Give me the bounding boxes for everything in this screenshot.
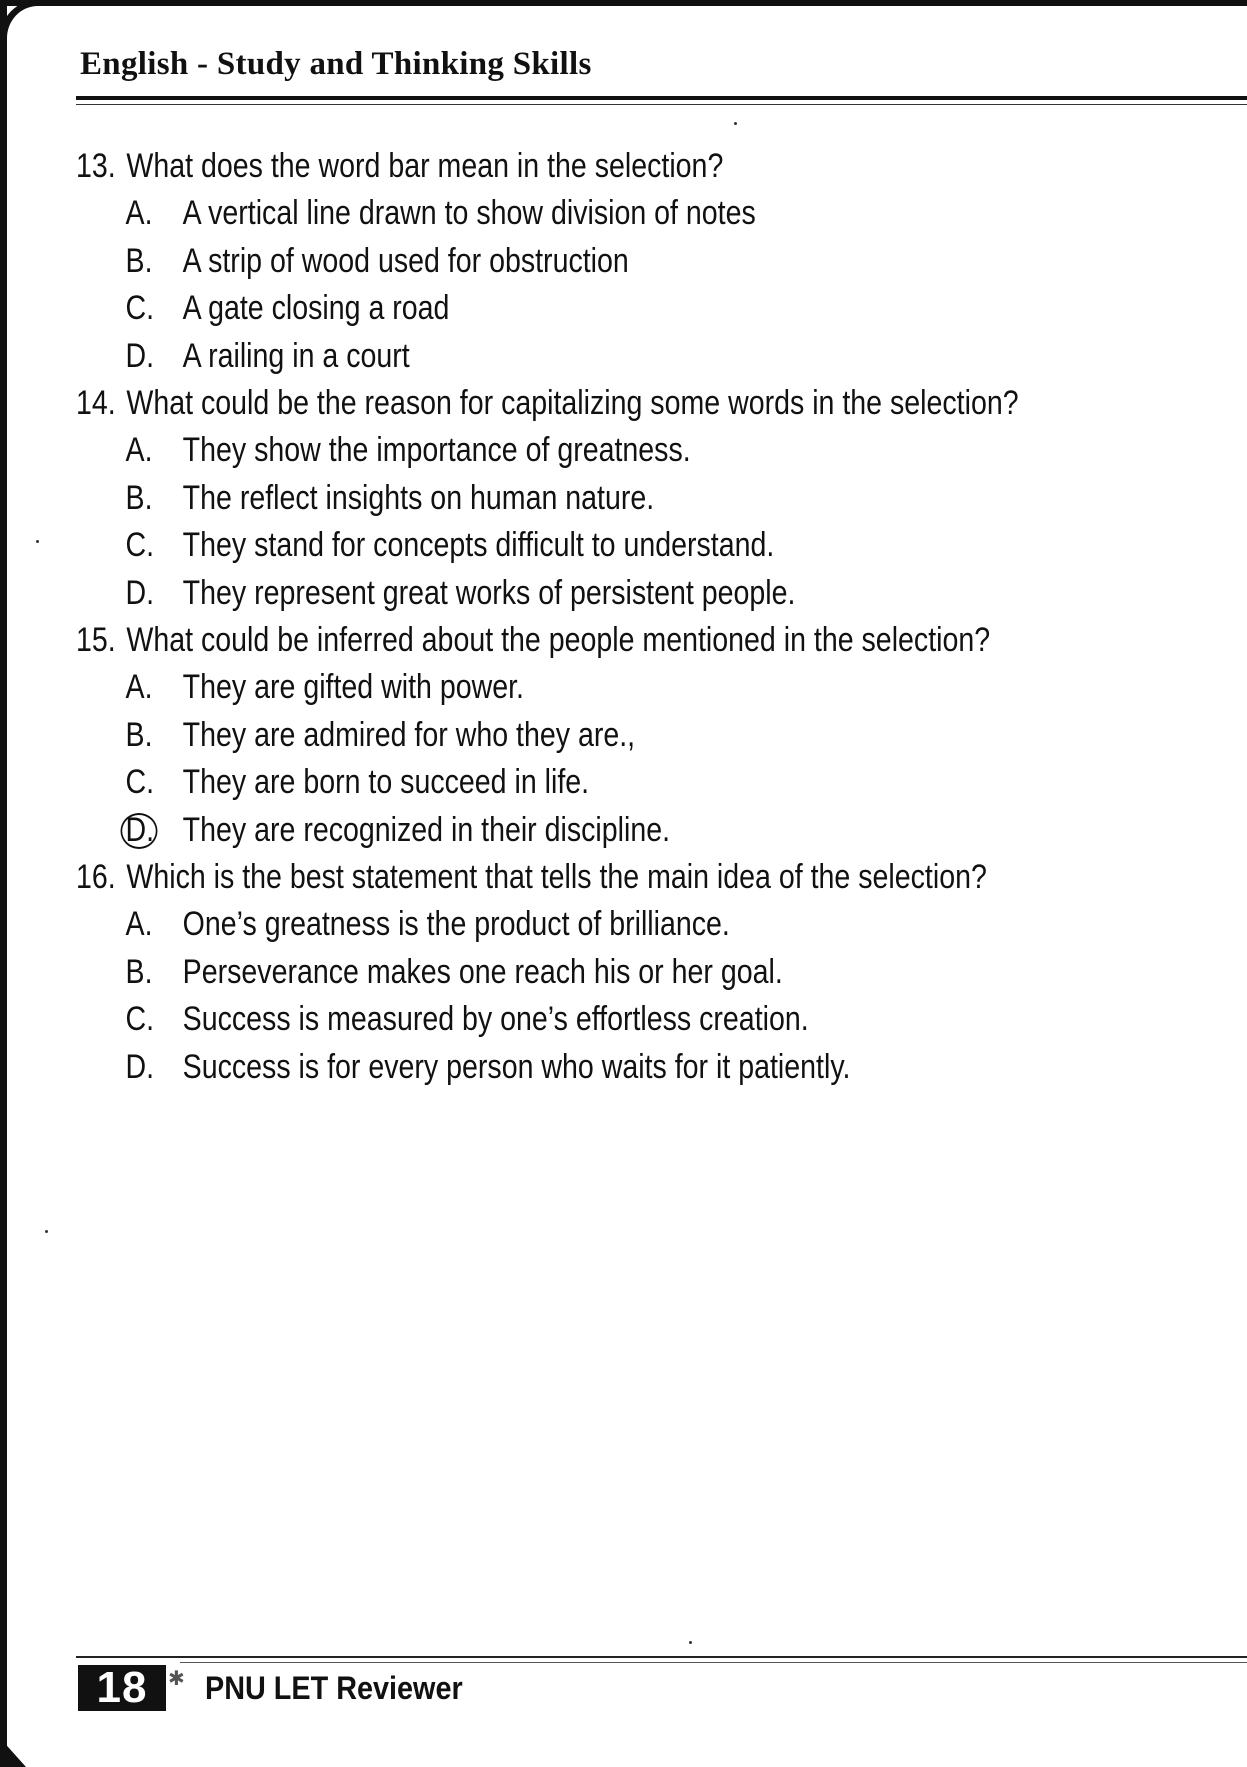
option-letter: A.: [125, 668, 153, 706]
option-text: They are admired for who they are.,: [182, 715, 636, 754]
option-text: A gate closing a road: [182, 289, 450, 327]
scan-speck: [45, 1230, 48, 1233]
scan-border-left: [0, 0, 7, 1767]
question-text: What does the word bar mean in the selection?: [126, 147, 724, 185]
question-stem: [76, 143, 1034, 190]
option-c: [76, 285, 1034, 333]
question-number: 16.: [76, 858, 116, 896]
question-16: [76, 854, 1216, 1091]
option-d: [76, 333, 1034, 381]
question-text: What could be the reason for capitalizing some words in the selection?: [126, 384, 1019, 422]
option-text: A railing in a court: [182, 336, 410, 375]
option-letter: A.: [125, 194, 153, 232]
page-number: 18: [78, 1665, 166, 1711]
option-c: [76, 759, 1034, 807]
option-text: They stand for concepts difficult to understand.: [182, 526, 775, 564]
star-icon: ✱: [168, 1668, 185, 1690]
question-stem: [76, 617, 1034, 664]
option-letter: D.: [125, 573, 155, 612]
question-15: [76, 617, 1216, 854]
scan-speck: [734, 122, 737, 125]
option-letter: D.: [125, 336, 155, 375]
option-d-selected: [76, 807, 1034, 855]
option-text: They are gifted with power.: [182, 668, 524, 706]
option-b: [76, 238, 1034, 286]
option-letter: B.: [125, 952, 153, 991]
option-b: [76, 712, 1034, 760]
question-13: [76, 143, 1216, 380]
option-letter: D.: [125, 1047, 155, 1086]
option-text: One’s greatness is the product of brilliance.: [182, 905, 730, 943]
question-14: [76, 380, 1216, 617]
footer-title: PNU LET Reviewer: [205, 1670, 463, 1706]
question-text: Which is the best statement that tells the main idea of the selection?: [126, 858, 987, 896]
option-b: [76, 475, 1034, 523]
option-text: They are born to succeed in life.: [182, 763, 590, 801]
option-text: A vertical line drawn to show division of notes: [182, 194, 756, 232]
question-stem: [76, 854, 1034, 901]
option-text: They show the importance of greatness.: [182, 431, 691, 469]
option-letter: C.: [125, 1000, 155, 1038]
footer-rule: [76, 1656, 1247, 1658]
option-text: Success is measured by one’s effortless creation.: [182, 1000, 809, 1038]
running-header: English - Study and Thinking Skills: [80, 46, 592, 82]
option-letter: C.: [125, 526, 155, 564]
option-letter: C.: [125, 763, 155, 801]
option-letter: B.: [125, 715, 153, 754]
option-letter: C.: [125, 289, 155, 327]
option-d: [76, 570, 1034, 618]
option-text: A strip of wood used for obstruction: [182, 241, 629, 280]
option-letter: B.: [125, 241, 153, 280]
option-text: They are recognized in their discipline.: [182, 810, 671, 849]
footer-rule-thin: [180, 1662, 1247, 1663]
option-letter: B.: [125, 478, 153, 517]
scan-speck: [36, 540, 39, 543]
option-letter: A.: [125, 431, 153, 469]
question-number: 13.: [76, 147, 116, 185]
question-number: 14.: [76, 384, 116, 422]
option-text: Success is for every person who waits for it patiently.: [182, 1047, 851, 1086]
scan-speck: [689, 1641, 692, 1644]
question-number: 15.: [76, 621, 116, 659]
handwritten-circle-mark: [121, 810, 158, 849]
scan-border-top: [0, 0, 1247, 6]
option-text: The reflect insights on human nature.: [182, 478, 655, 517]
option-c: [76, 522, 1034, 570]
option-letter: A.: [125, 905, 153, 943]
option-text: They represent great works of persistent people.: [182, 573, 796, 612]
option-a: [76, 901, 1034, 949]
option-letter-circled: [126, 807, 183, 855]
option-letter: D.: [125, 810, 155, 849]
header-rule: [76, 96, 1247, 100]
option-d: [76, 1044, 1034, 1092]
option-a: [76, 427, 1034, 475]
question-text: What could be inferred about the people mentioned in the selection?: [126, 621, 991, 659]
question-stem: [76, 380, 1034, 427]
option-c: [76, 996, 1034, 1044]
header-rule-thin: [76, 104, 1247, 105]
option-text: Perseverance makes one reach his or her goal.: [182, 952, 783, 991]
question-list: [76, 143, 1216, 1091]
option-a: [76, 664, 1034, 712]
option-a: [76, 190, 1034, 238]
option-b: [76, 949, 1034, 997]
